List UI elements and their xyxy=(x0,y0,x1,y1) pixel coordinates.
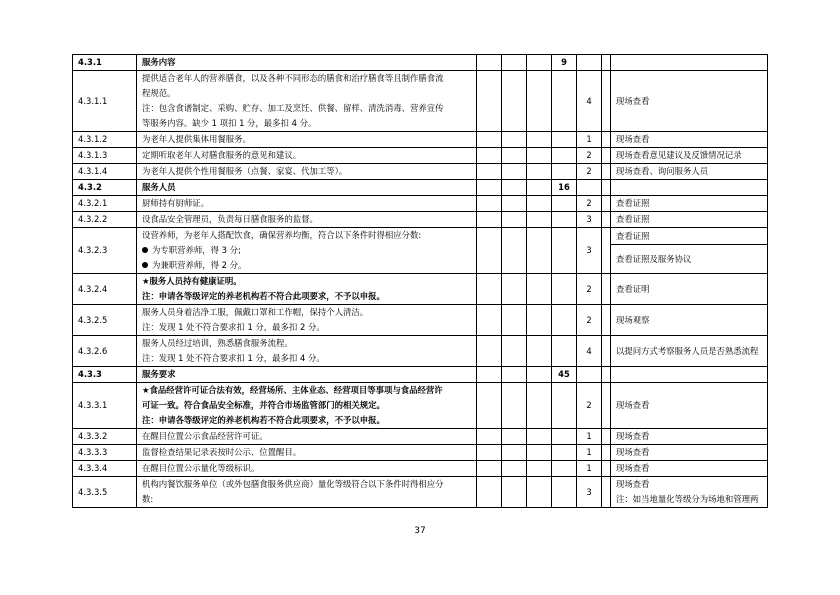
item-score: 2 xyxy=(577,305,602,336)
description-line: 机构内餐饮服务单位（或外包膳食服务供应商）量化等级符合以下条件时得相应分 xyxy=(142,479,444,489)
empty-cell xyxy=(527,429,552,445)
section-id: 4.3.2 xyxy=(73,180,137,196)
item-id: 4.3.3.4 xyxy=(73,461,137,477)
description-line: 为老年人提供集体用餐服务。 xyxy=(142,134,251,144)
empty-cell xyxy=(502,305,527,336)
description-line: 设营养师，为老年人搭配饮食，确保营养均衡，符合以下条件时得相应分数: xyxy=(142,230,422,240)
empty-cell xyxy=(527,305,552,336)
empty-cell xyxy=(477,228,502,274)
empty-cell xyxy=(502,383,527,429)
section-title: 服务人员 xyxy=(137,180,477,196)
empty-cell xyxy=(577,180,602,196)
empty-cell xyxy=(611,180,768,196)
empty-cell xyxy=(477,445,502,461)
item-method: 查看证明 xyxy=(611,274,768,305)
description-line: 注：发现 1 处不符合要求扣 1 分，最多扣 4 分。 xyxy=(142,353,325,363)
empty-cell xyxy=(602,132,611,148)
method-line: 注：如当地量化等级分为场地和管理两 xyxy=(616,494,759,504)
empty-cell xyxy=(477,429,502,445)
empty-cell xyxy=(527,196,552,212)
section-id: 4.3.1 xyxy=(73,55,137,71)
empty-cell xyxy=(527,164,552,180)
table-row xyxy=(73,164,768,180)
empty-cell xyxy=(527,445,552,461)
description-line: 为老年人提供个性用餐服务（点餐、家宴、代加工等）。 xyxy=(142,166,348,176)
empty-cell xyxy=(527,148,552,164)
bullet-text: 为兼职营养师，得 2 分。 xyxy=(152,260,247,270)
empty-cell xyxy=(552,461,577,477)
item-id: 4.3.2.2 xyxy=(73,212,137,228)
empty-cell xyxy=(527,71,552,132)
empty-cell xyxy=(527,55,552,71)
item-description xyxy=(137,461,477,477)
item-score: 3 xyxy=(577,212,602,228)
empty-cell xyxy=(502,429,527,445)
table-row xyxy=(73,148,768,164)
item-score: 2 xyxy=(577,148,602,164)
empty-cell xyxy=(602,461,611,477)
item-score: 1 xyxy=(577,132,602,148)
empty-cell xyxy=(502,180,527,196)
item-description xyxy=(137,132,477,148)
description-line: 注：申请各等级评定的养老机构若不符合此项要求，不予以申报。 xyxy=(142,291,385,301)
item-method: 查看证照 xyxy=(611,228,768,245)
empty-cell xyxy=(502,445,527,461)
section-row xyxy=(73,55,768,71)
empty-cell xyxy=(527,461,552,477)
item-method: 现场查看 xyxy=(611,71,768,132)
empty-cell xyxy=(552,212,577,228)
empty-cell xyxy=(552,336,577,367)
empty-cell xyxy=(502,228,527,274)
empty-cell xyxy=(477,336,502,367)
empty-cell xyxy=(477,180,502,196)
empty-cell xyxy=(502,148,527,164)
empty-cell xyxy=(477,383,502,429)
item-description xyxy=(137,477,477,508)
item-id: 4.3.3.5 xyxy=(73,477,137,508)
item-score: 1 xyxy=(577,461,602,477)
empty-cell xyxy=(602,180,611,196)
table-row xyxy=(73,305,768,336)
empty-cell xyxy=(502,367,527,383)
empty-cell xyxy=(552,164,577,180)
empty-cell xyxy=(611,367,768,383)
empty-cell xyxy=(602,367,611,383)
item-description xyxy=(137,336,477,367)
description-line: 厨师持有厨师证。 xyxy=(142,198,209,208)
empty-cell xyxy=(552,429,577,445)
item-method: 现场查看 xyxy=(611,132,768,148)
item-score: 3 xyxy=(577,477,602,508)
empty-cell xyxy=(477,274,502,305)
description-line: 监督检查结果记录表按时公示、位置醒目。 xyxy=(142,447,302,457)
empty-cell xyxy=(477,461,502,477)
table-row xyxy=(73,461,768,477)
description-line: 注：包含食谱制定、采购、贮存、加工及烹饪、供餐、留样、清洗消毒、营养宣传 xyxy=(142,103,444,113)
empty-cell xyxy=(477,367,502,383)
empty-cell xyxy=(477,132,502,148)
item-id: 4.3.2.4 xyxy=(73,274,137,305)
empty-cell xyxy=(502,196,527,212)
item-description xyxy=(137,148,477,164)
item-score: 2 xyxy=(577,274,602,305)
empty-cell xyxy=(602,274,611,305)
item-method xyxy=(611,477,768,508)
item-id: 4.3.1.2 xyxy=(73,132,137,148)
empty-cell xyxy=(552,196,577,212)
empty-cell xyxy=(602,445,611,461)
page-number: 37 xyxy=(414,526,426,536)
empty-cell xyxy=(611,55,768,71)
evaluation-table xyxy=(72,54,768,508)
item-method: 现场查看意见建议及反馈情况记录 xyxy=(611,148,768,164)
empty-cell xyxy=(527,132,552,148)
empty-cell xyxy=(502,132,527,148)
empty-cell xyxy=(502,164,527,180)
bullet-icon xyxy=(142,262,148,268)
item-score: 1 xyxy=(577,429,602,445)
item-score: 3 xyxy=(577,228,602,274)
empty-cell xyxy=(552,148,577,164)
item-description xyxy=(137,164,477,180)
empty-cell xyxy=(502,477,527,508)
item-description xyxy=(137,228,477,274)
table-row xyxy=(73,71,768,132)
empty-cell xyxy=(602,212,611,228)
table-row xyxy=(73,196,768,212)
description-line: ★食品经营许可证合法有效，经营场所、主体业态、经营项目等事项与食品经营许 xyxy=(142,385,443,395)
description-line: 在醒目位置公示食品经营许可证。 xyxy=(142,431,268,441)
table-row xyxy=(73,274,768,305)
item-description xyxy=(137,274,477,305)
section-title: 服务要求 xyxy=(137,367,477,383)
item-id: 4.3.3.1 xyxy=(73,383,137,429)
empty-cell xyxy=(527,180,552,196)
description-line: 在醒目位置公示量化等级标识。 xyxy=(142,463,260,473)
description-line: 设食品安全管理员，负责每日膳食服务的监督。 xyxy=(142,214,318,224)
item-id: 4.3.1.3 xyxy=(73,148,137,164)
empty-cell xyxy=(527,274,552,305)
empty-cell xyxy=(527,367,552,383)
empty-cell xyxy=(477,148,502,164)
empty-cell xyxy=(602,55,611,71)
empty-cell xyxy=(552,305,577,336)
empty-cell xyxy=(477,477,502,508)
section-total: 9 xyxy=(552,55,577,71)
item-method: 查看证照 xyxy=(611,212,768,228)
item-id: 4.3.2.5 xyxy=(73,305,137,336)
table-row xyxy=(73,445,768,461)
item-description xyxy=(137,212,477,228)
empty-cell xyxy=(602,228,611,274)
item-score: 2 xyxy=(577,164,602,180)
description-line: 可证一致。符合食品安全标准，并符合市场监管部门的相关规定。 xyxy=(142,400,385,410)
empty-cell xyxy=(477,55,502,71)
bullet-line xyxy=(142,258,471,273)
item-method: 现场查看 xyxy=(611,461,768,477)
item-method: 查看证照 xyxy=(611,196,768,212)
section-total: 16 xyxy=(552,180,577,196)
empty-cell xyxy=(552,228,577,274)
empty-cell xyxy=(477,71,502,132)
item-id: 4.3.1.4 xyxy=(73,164,137,180)
description-line: 等服务内容。缺少 1 项扣 1 分，最多扣 4 分。 xyxy=(142,118,317,128)
item-id: 4.3.1.1 xyxy=(73,71,137,132)
empty-cell xyxy=(552,274,577,305)
empty-cell xyxy=(477,196,502,212)
item-method: 现场查看 xyxy=(611,429,768,445)
empty-cell xyxy=(602,196,611,212)
section-row xyxy=(73,180,768,196)
empty-cell xyxy=(602,477,611,508)
item-id: 4.3.3.3 xyxy=(73,445,137,461)
table-row xyxy=(73,132,768,148)
empty-cell xyxy=(527,212,552,228)
section-title: 服务内容 xyxy=(137,55,477,71)
table-row xyxy=(73,212,768,228)
item-score: 4 xyxy=(577,336,602,367)
description-line: 注：发现 1 处不符合要求扣 1 分，最多扣 2 分。 xyxy=(142,322,325,332)
section-row xyxy=(73,367,768,383)
item-method: 以提问方式考察服务人员是否熟悉流程 xyxy=(611,336,768,367)
description-line: 提供适合老年人的营养膳食，以及各种不同形态的膳食和治疗膳食等且制作膳食流 xyxy=(142,73,444,83)
item-id: 4.3.2.3 xyxy=(73,228,137,274)
description-line: 定期听取老年人对膳食服务的意见和建议。 xyxy=(142,150,302,160)
section-id: 4.3.3 xyxy=(73,367,137,383)
item-id: 4.3.2.1 xyxy=(73,196,137,212)
item-score: 2 xyxy=(577,383,602,429)
empty-cell xyxy=(477,212,502,228)
item-method: 现场查看 xyxy=(611,383,768,429)
empty-cell xyxy=(602,164,611,180)
item-method: 查看证照及服务协议 xyxy=(611,245,768,274)
description-line: 注：申请各等级评定的养老机构若不符合此项要求，不予以申报。 xyxy=(142,415,385,425)
item-description xyxy=(137,196,477,212)
item-method: 现场观察 xyxy=(611,305,768,336)
empty-cell xyxy=(552,477,577,508)
item-id: 4.3.2.6 xyxy=(73,336,137,367)
empty-cell xyxy=(552,132,577,148)
empty-cell xyxy=(602,383,611,429)
section-total: 45 xyxy=(552,367,577,383)
description-line: ★服务人员持有健康证明。 xyxy=(142,276,242,286)
item-description xyxy=(137,71,477,132)
bullet-icon xyxy=(142,247,148,253)
empty-cell xyxy=(602,148,611,164)
table-row xyxy=(73,336,768,367)
bullet-text: 为专职营养师，得 3 分; xyxy=(152,245,241,255)
empty-cell xyxy=(577,55,602,71)
item-score: 2 xyxy=(577,196,602,212)
empty-cell xyxy=(502,461,527,477)
empty-cell xyxy=(602,429,611,445)
item-id: 4.3.3.2 xyxy=(73,429,137,445)
table-row xyxy=(73,477,768,508)
table-row xyxy=(73,383,768,429)
table-body xyxy=(73,55,768,508)
table-row xyxy=(73,429,768,445)
empty-cell xyxy=(552,71,577,132)
empty-cell xyxy=(502,71,527,132)
empty-cell xyxy=(502,336,527,367)
item-score: 1 xyxy=(577,445,602,461)
empty-cell xyxy=(502,55,527,71)
empty-cell xyxy=(477,305,502,336)
item-description xyxy=(137,383,477,429)
empty-cell xyxy=(527,477,552,508)
empty-cell xyxy=(527,228,552,274)
bullet-line xyxy=(142,243,471,258)
empty-cell xyxy=(502,274,527,305)
empty-cell xyxy=(552,445,577,461)
description-line: 服务人员身着洁净工服，佩戴口罩和工作帽，保持个人清洁。 xyxy=(142,307,369,317)
description-line: 数: xyxy=(142,494,154,504)
description-line: 服务人员经过培训，熟悉膳食服务流程。 xyxy=(142,338,293,348)
empty-cell xyxy=(502,212,527,228)
empty-cell xyxy=(602,305,611,336)
method-line: 现场查看 xyxy=(616,479,650,489)
empty-cell xyxy=(602,71,611,132)
table-row xyxy=(73,228,768,245)
item-score: 4 xyxy=(577,71,602,132)
empty-cell xyxy=(602,336,611,367)
empty-cell xyxy=(527,336,552,367)
item-method: 现场查看 xyxy=(611,445,768,461)
item-method: 现场查看、询问服务人员 xyxy=(611,164,768,180)
empty-cell xyxy=(577,367,602,383)
item-description xyxy=(137,429,477,445)
description-line: 程规范。 xyxy=(142,88,176,98)
item-description xyxy=(137,445,477,461)
item-description xyxy=(137,305,477,336)
empty-cell xyxy=(527,383,552,429)
empty-cell xyxy=(552,383,577,429)
empty-cell xyxy=(477,164,502,180)
